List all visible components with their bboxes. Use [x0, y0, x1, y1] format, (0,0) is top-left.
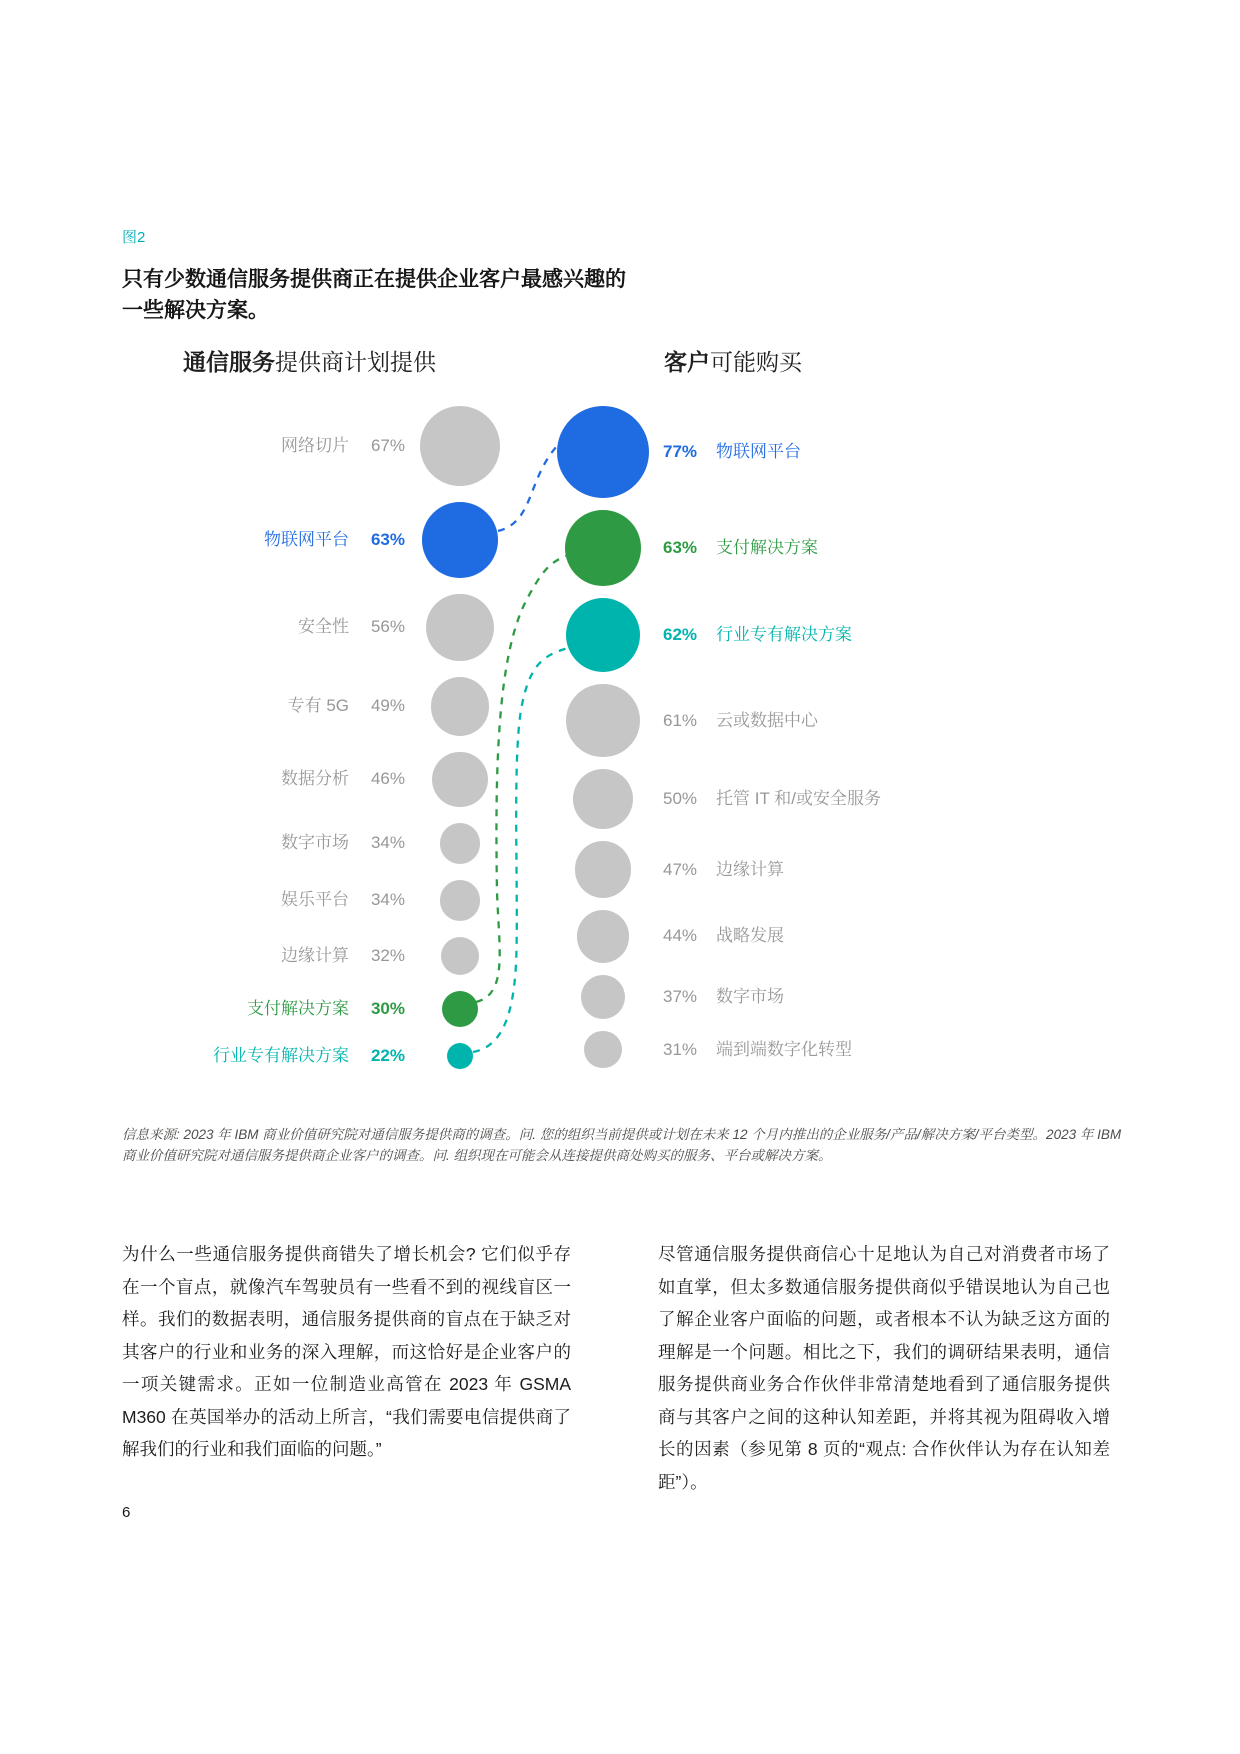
row-percent: 63% — [663, 538, 698, 557]
source-note: 信息来源: 2023 年 IBM 商业价值研究院对通信服务提供商的调查。问. 您的组织当前提供或计划在未来 12 个月内推出的企业服务/产品/解决方案/平台类型。2023 年 IBM 商业价值研究院对通信服务提供商企业客户的调查。问. 组织现在可能会从连接提供商处购买的服务、平台或解决方案。 — [122, 1127, 1122, 1163]
bubble-left-67 — [420, 406, 500, 486]
chart-row-left — [0, 766, 405, 792]
row-percent: 50% — [663, 789, 698, 809]
row-percent: 31% — [663, 1039, 698, 1059]
figure-tag: 图2 — [122, 229, 146, 246]
row-label: 边缘计算 — [281, 945, 349, 965]
chart-row-right — [663, 857, 784, 883]
chart-row-left — [0, 887, 405, 913]
bubble-left-32 — [441, 937, 479, 975]
bubble-right-63 — [565, 510, 641, 586]
chart-header-providers-rest: 提供商计划提供 — [275, 349, 436, 375]
row-percent: 44% — [663, 926, 698, 946]
bubble-left-34 — [440, 880, 481, 921]
chart-row-right — [663, 708, 818, 734]
row-label: 安全性 — [298, 617, 349, 637]
row-percent: 37% — [663, 986, 698, 1006]
bubble-left-49 — [431, 677, 490, 736]
bubble-right-44 — [577, 910, 630, 963]
row-percent: 46% — [370, 769, 405, 789]
body-column-1: 为什么一些通信服务提供商错失了增长机会? 它们似乎存在一个盲点，就像汽车驾驶员有一些看不到的视线盲区一样。我们的数据表明，通信服务提供商的盲点在于缺乏对其客户的行业和业务的深入理解，而这恰好是企业客户的一项关键需求。正如一位制造业高管在 2023 年 GSMA M360 在英国举办的活动上所言，“我们需要电信提供商了解我们的行业和我们面临的问题。” — [122, 1244, 571, 1459]
row-label: 数字市场 — [716, 986, 784, 1006]
page-number: 6 — [122, 1504, 131, 1521]
chart-row-right — [663, 1037, 852, 1063]
row-label: 数字市场 — [281, 833, 349, 853]
chart-row-right — [663, 923, 784, 949]
chart-row-left — [0, 527, 405, 553]
row-label: 物联网平台 — [264, 530, 349, 549]
bubble-left-30 — [442, 991, 478, 1027]
chart-row-right — [663, 984, 784, 1010]
row-label: 物联网平台 — [716, 442, 801, 461]
row-percent: 61% — [663, 710, 698, 730]
chart-header-customers-bold: 客户 — [664, 349, 710, 375]
chart-row-left — [0, 830, 405, 856]
row-label: 边缘计算 — [716, 859, 784, 879]
body-column-2: 尽管通信服务提供商信心十足地认为自己对消费者市场了如直掌，但太多数通信服务提供商似乎错误地认为自己也了解企业客户面临的问题，或者根本不认为缺乏这方面的理解是一个问题。相比之下，我们的调研结果表明，通信服务提供商业务合作伙伴非常清楚地看到了通信服务提供商与其客户之间的这种认知差距，并将其视为阻碍收入增长的因素（参见第 8 页的“观点: 合作伙伴认为存在认知差距”）。 — [658, 1244, 1110, 1492]
row-percent: 47% — [663, 859, 698, 879]
row-percent: 32% — [370, 945, 405, 965]
bubble-left-63 — [422, 502, 498, 578]
row-label: 数据分析 — [281, 769, 349, 789]
chart-row-left — [0, 433, 405, 459]
row-label: 托管 IT 和/或安全服务 — [716, 789, 881, 809]
chart-row-left — [0, 693, 405, 719]
chart-row-left — [0, 996, 405, 1022]
row-label: 支付解决方案 — [247, 999, 349, 1018]
bubble-left-22 — [447, 1043, 473, 1069]
chart-row-right — [663, 786, 881, 812]
row-label: 娱乐平台 — [281, 890, 349, 910]
row-percent: 77% — [663, 442, 698, 461]
bubble-right-37 — [581, 975, 625, 1019]
chart-row-left — [0, 614, 405, 640]
bubble-right-77 — [557, 406, 649, 498]
row-percent: 62% — [663, 625, 698, 644]
row-percent: 56% — [370, 617, 405, 637]
figure-title-line-2: 一些解决方案。 — [122, 299, 269, 322]
row-label: 行业专有解决方案 — [716, 625, 852, 644]
chart-row-left — [0, 943, 405, 969]
figure-title-line-1: 只有少数通信服务提供商正在提供企业客户最感兴趣的 — [122, 268, 626, 291]
bubble-right-47 — [575, 841, 631, 897]
chart-row-right — [663, 439, 801, 465]
bubble-right-31 — [584, 1031, 621, 1068]
bubble-right-61 — [566, 684, 639, 757]
row-percent: 30% — [370, 999, 405, 1018]
row-label: 端到端数字化转型 — [716, 1039, 852, 1059]
row-label: 行业专有解决方案 — [213, 1046, 349, 1066]
chart-row-left — [0, 1043, 405, 1069]
row-percent: 34% — [370, 890, 405, 910]
chart-row-right — [663, 535, 818, 561]
row-label: 支付解决方案 — [716, 538, 818, 557]
bubble-left-34 — [440, 823, 481, 864]
bubble-left-56 — [426, 594, 493, 661]
bubble-right-62 — [566, 598, 640, 672]
chart-header-customers-rest: 可能购买 — [710, 349, 802, 375]
row-label: 战略发展 — [716, 926, 784, 946]
chart-row-right — [663, 622, 852, 648]
bubble-right-50 — [573, 769, 633, 829]
row-percent: 63% — [370, 530, 405, 549]
row-percent: 22% — [370, 1046, 405, 1066]
row-percent: 49% — [370, 696, 405, 716]
row-label: 网络切片 — [281, 436, 349, 455]
row-percent: 67% — [370, 436, 405, 455]
row-label: 云或数据中心 — [716, 710, 818, 730]
chart-header-providers-bold: 通信服务 — [183, 349, 275, 375]
bubble-left-46 — [432, 752, 487, 807]
row-percent: 34% — [370, 833, 405, 853]
row-label: 专有 5G — [287, 696, 349, 716]
